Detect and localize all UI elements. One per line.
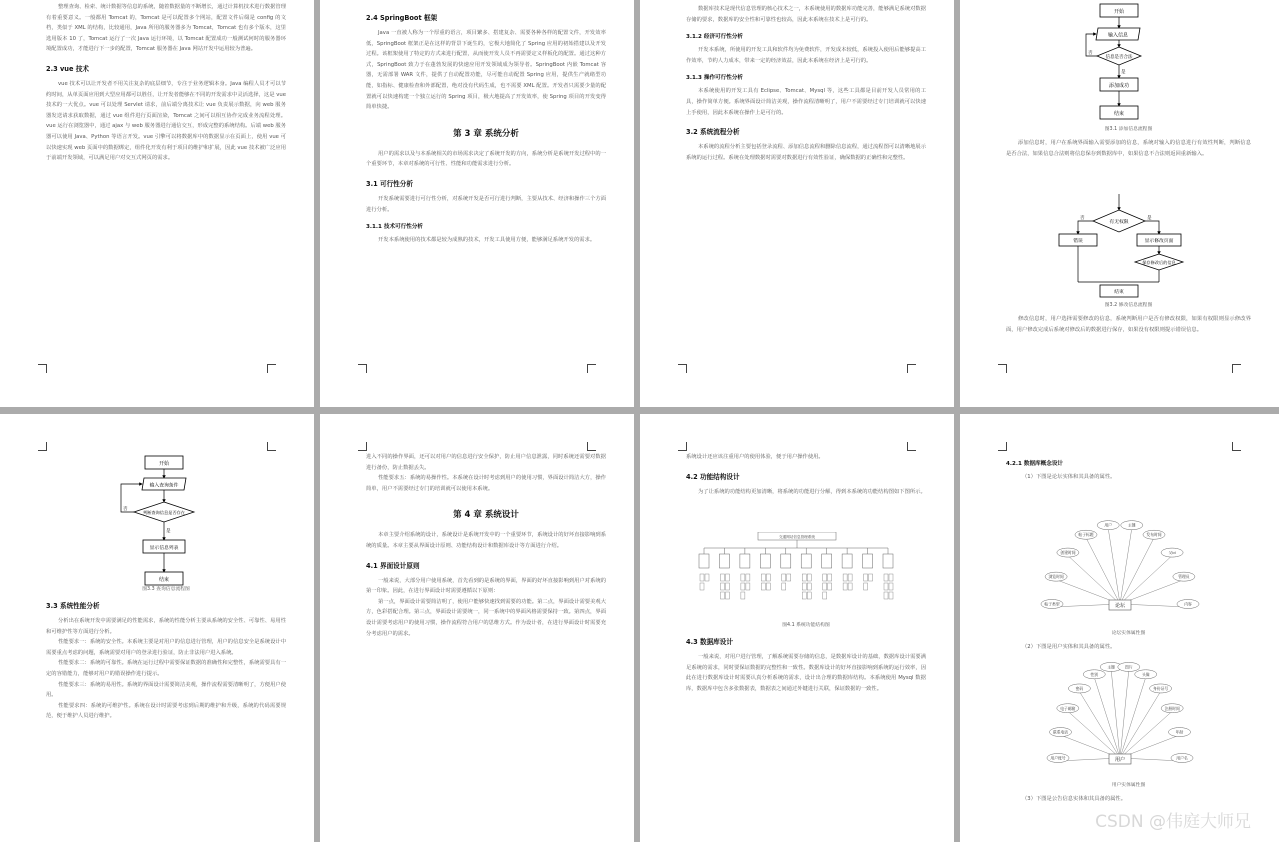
chapter-heading: 第 3 章 系统分析 bbox=[453, 128, 519, 139]
corner-mark bbox=[587, 364, 596, 373]
corner-mark bbox=[1232, 364, 1241, 373]
flowchart-modify bbox=[960, 190, 1279, 300]
subsection-heading: 4.2.1 数据库概念设计 bbox=[1006, 461, 1064, 467]
er-attribute-label: 管理员 bbox=[1178, 574, 1190, 580]
tree-leaf bbox=[802, 583, 806, 590]
corner-mark bbox=[907, 364, 916, 373]
tree-leaf bbox=[766, 583, 770, 590]
corner-mark bbox=[38, 364, 47, 373]
tree-node bbox=[822, 554, 832, 568]
corner-mark bbox=[907, 442, 916, 451]
er-attribute-label: 用户名 bbox=[1176, 755, 1188, 761]
flow-label: 结束 bbox=[158, 577, 170, 583]
paragraph: 修改信息时，用户选择需要修改的信息，系统判断用户是否有修改权限，如果有权限则显示修改界面，用户修改完成后系统对修改后的数据进行保存，如果没有权限则提示错误信息。 bbox=[1006, 316, 1251, 333]
paragraph: Java 一直被人称为一个厚重的语言，项目繁多、搭建复杂、需要各种各样的配置文件，开发效率低，SpringBoot 框架正是在这样的背景下诞生的，它极大地简化了 Spring 应用的初始搭建以及开发过程。该框架使用了特定的方式来进行配置，从而使开发人员不再需要定义样板化的配置。通过这种方式，SpringBoot 致力于在蓬勃发展的快速应用开发领域成为领导者。SpringBoot 内嵌 Tomcat 容器，无需部署 WAR 文件，提供了自动配置功能，尽可能自动配置 Spring 应用，提供生产就绪型功能，如指标、健康检查和外部配置，绝对没有代码生成，也不需要 XML 配置。开发者只需要少量的配置就可以快速构建一个独立运行的 Spring 项目，极大地提高了开发效率，使 Spring 项目的开发变得简单快捷。 bbox=[366, 30, 606, 111]
corner-mark bbox=[38, 442, 47, 451]
er-attribute-label: 帖子类型 bbox=[1044, 601, 1060, 607]
paragraph: 性能要求一：系统的安全性。本系统主要是对用户的信息进行管理，用户的信息安全是系统设计中需要重点考虑的问题，系统需要对用户的登录进行验证，防止非法用户进入系统。 bbox=[46, 639, 286, 656]
tree-leaf bbox=[807, 583, 811, 590]
tree-leaf bbox=[828, 574, 832, 581]
paragraph: 性能要求五：系统的易操作性。本系统在设计时考虑到用户的使用习惯，界面设计简洁大方，操作简单，用户不需要经过专门的培训就可以使用本系统。 bbox=[366, 475, 606, 492]
flow-label: 是 bbox=[1121, 70, 1126, 75]
subsection-heading: 3.1.1 技术可行性分析 bbox=[366, 224, 424, 231]
tree-leaf bbox=[884, 574, 888, 581]
er-attribute-label: 浏览时间 bbox=[1048, 574, 1064, 580]
er-attribute-label: 年龄 bbox=[1175, 729, 1184, 735]
tree-leaf bbox=[843, 583, 847, 590]
paragraph: （3）下图是公告信息实体和其具备的属性。 bbox=[1022, 796, 1127, 802]
tree-leaf bbox=[741, 583, 745, 590]
tree-node bbox=[863, 554, 873, 568]
corner-mark bbox=[678, 364, 687, 373]
er-diagram-forum bbox=[960, 510, 1279, 620]
document-page-3 bbox=[640, 0, 954, 407]
tree-node bbox=[842, 554, 852, 568]
document-page-6 bbox=[320, 414, 634, 842]
figure-caption: 论坛实体属性图 bbox=[1111, 631, 1146, 636]
flow-label: 否 bbox=[1088, 51, 1093, 56]
tree-leaf bbox=[823, 574, 827, 581]
document-page-4 bbox=[960, 0, 1279, 407]
paragraph: 分析出在系统开发中需要满足的性能需求，系统的性能分析主要从系统的安全性、可靠性、易用性和可维护性等方面进行分析。 bbox=[46, 618, 286, 635]
corner-mark bbox=[358, 442, 367, 451]
tree-leaf bbox=[823, 583, 827, 590]
tree-leaf bbox=[725, 592, 729, 599]
er-attribute-label: 性别 bbox=[1090, 671, 1099, 677]
document-page-2 bbox=[320, 0, 634, 407]
tree-root-label: 交通网站信息管理系统 bbox=[779, 535, 815, 539]
er-attribute-label: 用户 bbox=[1104, 522, 1112, 528]
flow-label: 添加成功 bbox=[1108, 83, 1130, 89]
function-structure-diagram bbox=[640, 532, 954, 622]
paragraph: 数据库技术是现代信息管理的核心技术之一，本系统使用的数据库功能完善，能够满足系统对数据存储的要求，数据库的安全性和可靠性也较高，因此本系统在技术上是可行的。 bbox=[686, 6, 926, 23]
er-attribute-label: 发布时间 bbox=[1146, 532, 1162, 538]
tree-node bbox=[801, 554, 811, 568]
tree-leaf bbox=[889, 574, 893, 581]
paragraph: 性能要求三：系统的易用性。系统的界面设计需要简洁美观，操作流程需要清晰明了，方便用户使用。 bbox=[46, 681, 286, 699]
tree-node bbox=[699, 554, 709, 568]
section-heading: 2.4 SpringBoot 框架 bbox=[366, 14, 438, 22]
tree-leaf bbox=[725, 583, 729, 590]
paragraph: 开发本系统，所使用的开发工具和软件均为免费软件，开发成本较低，系统投入使用后能够提高工作效率，节约人力成本，带来一定的经济效益，因此本系统在经济上是可行的。 bbox=[686, 47, 926, 64]
document-page-7 bbox=[640, 414, 954, 842]
flowchart-add bbox=[960, 0, 1279, 130]
paragraph: 开发系统需要进行可行性分析，对系统开发是否可行进行判断，主要从技术、经济和操作三个方面进行分析。 bbox=[366, 195, 606, 213]
tree-leaf bbox=[889, 592, 893, 599]
flow-label: 是 bbox=[166, 529, 171, 534]
flow-label: 信息是否合法 bbox=[1105, 55, 1133, 60]
document-page-1 bbox=[0, 0, 314, 407]
corner-mark bbox=[1232, 442, 1241, 451]
tree-leaf bbox=[766, 574, 770, 581]
flow-label: 显示修改页面 bbox=[1144, 239, 1174, 244]
corner-mark bbox=[587, 442, 596, 451]
tree-leaf bbox=[705, 574, 709, 581]
paragraph: vue 技术可以让开发者不用关注复杂的底层细节，专注于业务逻辑本身。Java 编程人员才可以节约时间，从单页面应用到大型应用都可以胜任，让开发者能够在不同的开发需求中灵活选择，这是 vue 技术的一大优点。vue 可以处理 Servlet 请求，前后端分离技术让 vue 负责展示数据，向 web 服务器发送请求获取数据，通过 vue 组件进行页面渲染，Tomcat 之间可以相互协作完成业务流程处理。vue 运行在浏览器中，通过 ajax 与 web 服务器进行通信交互，形成完整的系统结构。后端 web 服务器可以使用 Java、Python 等语言开发。vue 引擎可以将数据库中的数据显示在页面上，使用 vue 可以快速实现 web 页面中的数据绑定，组件化开发有利于项目的维护和扩展，因此 vue 技术被广泛应用于前端开发领域，可以满足用户对交互式网页的需求。 bbox=[46, 80, 286, 162]
tree-leaf bbox=[700, 583, 704, 590]
document-page-8 bbox=[960, 414, 1279, 842]
tree-leaf bbox=[889, 583, 893, 590]
er-attribute-label: 主键 bbox=[1107, 664, 1115, 670]
er-attribute-label: 密码 bbox=[1075, 685, 1084, 691]
tree-leaf bbox=[741, 592, 745, 599]
paragraph: （2）下图是用户实体和其具备的属性。 bbox=[1022, 644, 1116, 650]
tree-leaf bbox=[864, 583, 868, 590]
csdn-watermark: CSDN @伟庭大师兄 bbox=[1095, 812, 1251, 832]
flow-label: 否 bbox=[123, 507, 128, 512]
paragraph: 性能要求二：系统的可靠性。系统在运行过程中需要保证数据的准确性和完整性，系统需要具有一定的容错能力，能够对用户的错误操作进行提示。 bbox=[46, 660, 286, 677]
er-attribute-label: 身份证号 bbox=[1153, 685, 1169, 691]
tree-node bbox=[760, 554, 770, 568]
flow-label: 开始 bbox=[1113, 9, 1125, 15]
corner-mark bbox=[998, 364, 1007, 373]
er-entity-label: 论坛 bbox=[1114, 603, 1126, 609]
paragraph: 一般来说，对用户进行管理，了解系统需要存储的信息，是数据库设计的基础，数据库设计需要满足系统的需求，同时要保证数据的完整性和一致性。数据库设计的好坏直接影响到系统的运行效率，因此在进行数据库设计时需要认真分析系统的需求，设计出合理的数据库结构。本系统使用 Mysql 数据库，数据库中包含多张数据表，数据表之间通过外键进行关联，保证数据的一致性。 bbox=[686, 654, 926, 692]
flow-label: 是 bbox=[1147, 216, 1152, 221]
tree-node bbox=[740, 554, 750, 568]
paragraph: 性能要求四：系统的可维护性。系统在设计时需要考虑到后期的维护和升级，系统的代码需要规范，便于维护人员进行维护。 bbox=[46, 702, 286, 720]
corner-mark bbox=[998, 442, 1007, 451]
tree-leaf bbox=[807, 574, 811, 581]
er-attribute-label: 电子邮箱 bbox=[1060, 705, 1076, 711]
figure-caption: 用户实体属性图 bbox=[1111, 783, 1146, 788]
tree-leaf bbox=[746, 583, 750, 590]
document-page-5 bbox=[0, 414, 314, 842]
er-attribute-label: 联系电话 bbox=[1052, 729, 1069, 735]
er-entity-label: 用户 bbox=[1114, 757, 1126, 763]
tree-leaf bbox=[700, 574, 704, 581]
tree-leaf bbox=[720, 583, 724, 590]
tree-leaf bbox=[823, 592, 827, 599]
tree-leaf bbox=[720, 574, 724, 581]
paragraph: 第一点，界面设计需要简洁明了，使用户能够快速找到需要的功能。第二点，界面设计需要美观大方，色彩搭配合理。第三点，界面设计需要统一，同一系统中的界面风格需要保持一致。第四点，界面设计需要考虑用户的使用习惯，操作流程符合用户的思维方式。作为设计者，在进行界面设计时需要充分考虑用户的需求。 bbox=[366, 598, 606, 637]
paragraph: 本章主要介绍系统的设计，系统设计是系统开发中的一个重要环节，系统设计的好坏直接影响到系统的质量。本章主要从界面设计原则、功能结构设计和数据库设计等方面进行介绍。 bbox=[366, 532, 606, 549]
paragraph: 开发本系统使用的技术都是较为成熟的技术，开发工具使用方便，能够满足系统开发的需求。 bbox=[378, 237, 596, 244]
tree-leaf bbox=[782, 583, 786, 590]
flow-label: 错误 bbox=[1073, 239, 1083, 244]
section-heading: 4.2 功能结构设计 bbox=[686, 472, 740, 481]
corner-mark bbox=[267, 364, 276, 373]
section-heading: 2.3 vue 技术 bbox=[46, 64, 89, 73]
tree-leaf bbox=[787, 574, 791, 581]
tree-leaf bbox=[725, 574, 729, 581]
tree-leaf bbox=[807, 592, 811, 599]
flow-label: 输入信息 bbox=[1107, 32, 1129, 39]
tree-leaf bbox=[848, 583, 852, 590]
tree-leaf bbox=[746, 574, 750, 581]
subsection-heading: 3.1.3 操作可行性分析 bbox=[686, 75, 744, 82]
paragraph: 进入不同的操作界面，还可以对用户的信息进行安全保护，防止用户信息泄露，同时系统还需要对数据进行备份，防止数据丢失。 bbox=[366, 454, 606, 471]
tree-leaf bbox=[802, 574, 806, 581]
figure-caption: 图3.2 修改信息流程图 bbox=[1104, 303, 1153, 308]
paragraph: 一般来说，大部分用户使用系统，首先看到的是系统的界面，界面的好坏直接影响到用户对系统的第一印象。因此，在进行界面设计时需要遵循以下原则： bbox=[366, 577, 606, 595]
tree-leaf bbox=[782, 574, 786, 581]
tree-leaf bbox=[761, 583, 765, 590]
section-heading: 3.1 可行性分析 bbox=[366, 179, 413, 188]
flow-label: 有无权限 bbox=[1109, 220, 1129, 225]
flow-label: 结束 bbox=[1113, 111, 1125, 117]
er-diagram-user bbox=[960, 654, 1279, 774]
flow-label: 保存修改后的信息 bbox=[1142, 260, 1176, 265]
paragraph: 本系统使用的开发工具有 Eclipse、Tomcat、Mysql 等，这些工具都是目前开发人员常用的工具，操作简单方便。系统界面设计简洁美观，操作流程清晰明了，用户不需要经过专门培训就可以快速上手使用，因此本系统在操作上是可行的。 bbox=[686, 88, 926, 116]
er-attribute-label: 图片 bbox=[1125, 664, 1133, 670]
tree-leaf bbox=[828, 583, 832, 590]
figure-caption: 图4.1 系统功能结构图 bbox=[782, 623, 830, 628]
subsection-heading: 3.1.2 经济可行性分析 bbox=[686, 34, 744, 41]
tree-leaf bbox=[741, 574, 745, 581]
tree-leaf bbox=[864, 574, 868, 581]
paragraph: 用户的需求以及与本系统相关的市场需求决定了系统开发的方向，系统分析是系统开发过程中的一个重要环节，本章对系统的可行性、性能和功能需求进行分析。 bbox=[366, 150, 606, 168]
er-attribute-label: 内容 bbox=[1184, 601, 1192, 607]
er-attribute-label: 用户账号 bbox=[1050, 755, 1066, 761]
flow-label: 显示信息列表 bbox=[149, 546, 179, 551]
flow-label: 开始 bbox=[158, 461, 170, 467]
paragraph: （1）下图是论坛实体和其具备的属性。 bbox=[1022, 474, 1116, 480]
tree-leaf bbox=[848, 574, 852, 581]
section-heading: 3.3 系统性能分析 bbox=[46, 602, 100, 610]
figure-caption: 图3.3 查询信息流程图 bbox=[142, 587, 190, 592]
flow-label: 结束 bbox=[1114, 290, 1124, 295]
tree-node bbox=[883, 554, 893, 568]
flow-label: 否 bbox=[1080, 216, 1085, 221]
paragraph: 本系统的流程分析主要包括登录流程、添加信息流程和删除信息流程，通过流程图可以清晰地展示系统的运行过程。系统在处理数据时需要对数据进行有效性验证，确保数据的正确性和完整性。 bbox=[686, 144, 926, 161]
er-attribute-label: 主键 bbox=[1128, 522, 1136, 528]
tree-leaf bbox=[884, 592, 888, 599]
tree-node bbox=[719, 554, 729, 568]
paragraph: 整理查询、检索、统计数据等信息的系统，随着数据量的不断增长，通过计算机技术进行数据管理有着重要意义。一般都用 Tomcat 的，Tomcat 是可以配置多个网站，配置文件后缀是 config 的文档，类似于 XML 的结构，比较通用，Java 所用的服务器多为 Tomcat，Tomcat 也有多个版本，这里选用版本 10 了，Tomcat 运行了一次 Java 运行环境，以 Tomcat 配置成功一般测试何时的服务器环境配置成功，才能进行下一步的配置，Tomcat 服务器在 Java 网站开发中运用较为普遍。 bbox=[46, 4, 286, 53]
tree-node bbox=[781, 554, 791, 568]
corner-mark bbox=[267, 442, 276, 451]
flow-label: 判断查询信息是否存在 bbox=[143, 510, 185, 515]
tree-leaf bbox=[884, 583, 888, 590]
figure-caption: 图3.1 添加信息流程图 bbox=[1104, 127, 1153, 132]
flow-label: 输入查询条件 bbox=[149, 483, 179, 489]
section-heading: 4.1 界面设计原则 bbox=[366, 561, 420, 570]
corner-mark bbox=[678, 442, 687, 451]
er-attribute-label: 帖子标题 bbox=[1078, 532, 1094, 538]
paragraph: 为了让系统的功能结构更加清晰，将系统的功能进行分解，得到本系统的功能结构图如下图所示。 bbox=[698, 488, 926, 495]
section-heading: 3.2 系统流程分析 bbox=[686, 128, 740, 137]
tree-leaf bbox=[843, 574, 847, 581]
tree-leaf bbox=[720, 592, 724, 599]
chapter-heading: 第 4 章 系统设计 bbox=[453, 510, 519, 521]
er-attribute-label: 头像 bbox=[1141, 671, 1150, 677]
paragraph: 系统设计还应该注重用户的使用体验，便于用户操作使用。 bbox=[686, 454, 824, 460]
tree-leaf bbox=[761, 574, 765, 581]
er-attribute-label: 父id bbox=[1168, 550, 1176, 556]
tree-leaf bbox=[869, 574, 873, 581]
er-attribute-label: 创建时间 bbox=[1060, 550, 1076, 556]
section-heading: 4.3 数据库设计 bbox=[686, 638, 733, 646]
tree-leaf bbox=[802, 592, 806, 599]
er-attribute-label: 注册时间 bbox=[1164, 705, 1180, 711]
paragraph: 添加信息时，用户在系统界面输入需要添加的信息，系统对输入的信息进行有效性判断，判断信息是否合法，如果信息合法则将信息保存到数据库中，如果信息不合法则返回重新输入。 bbox=[1006, 140, 1251, 157]
corner-mark bbox=[358, 364, 367, 373]
